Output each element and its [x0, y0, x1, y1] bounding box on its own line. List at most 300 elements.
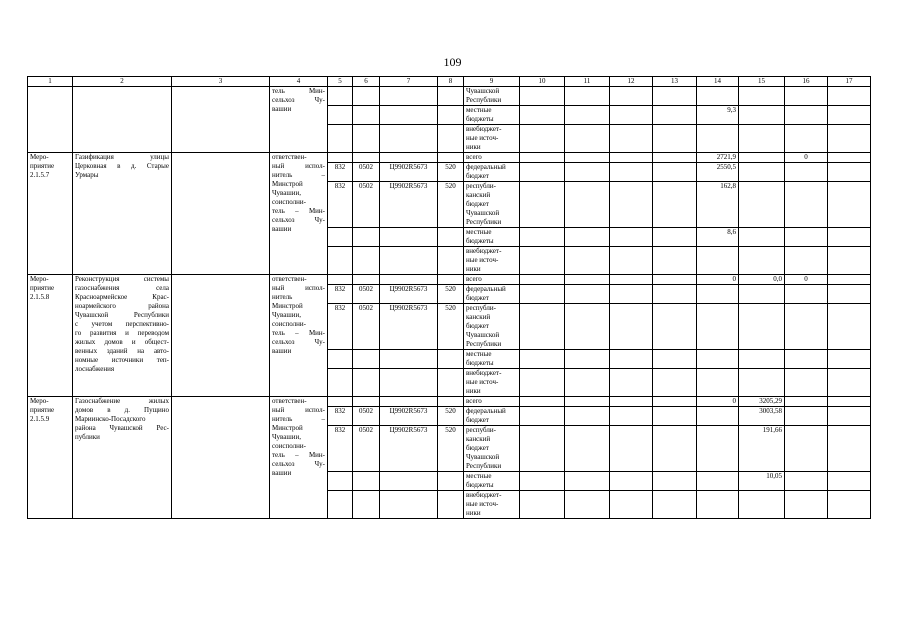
cell-line: Минстрой: [272, 424, 303, 432]
cell-line: приятие: [30, 284, 55, 292]
empty-cell: [828, 182, 871, 228]
expense-type-code: [438, 369, 464, 397]
cell-line: ный испол-: [272, 284, 325, 292]
cell-line: Чувашии,: [272, 433, 302, 441]
empty-cell: [828, 87, 871, 106]
empty-cell: [520, 491, 565, 519]
cell-line: тель – Мин-: [272, 451, 325, 459]
empty-cell: [653, 397, 697, 407]
expense-type-code: 520: [438, 163, 464, 182]
value-col15: [739, 228, 785, 247]
column-header: 10: [520, 77, 565, 87]
empty-cell: [610, 275, 653, 285]
empty-cell: [565, 125, 610, 153]
cell-line: бюджет: [466, 172, 489, 180]
empty-cell: [610, 125, 653, 153]
cell-line: Урмары: [75, 171, 99, 179]
empty-cell: [520, 125, 565, 153]
cell-line: бюджет: [466, 294, 489, 302]
value-col15: 10,05: [739, 472, 785, 491]
target-article-code: [380, 228, 438, 247]
measure-name: [73, 275, 172, 397]
target-article-code: [380, 397, 438, 407]
cell-line: внебюджет-: [466, 247, 502, 255]
cell-line: нитель –: [272, 415, 325, 423]
value-col16: [785, 182, 828, 228]
cell-line: сельхоз Чу-: [272, 216, 325, 224]
cell-line: бюджеты: [466, 115, 494, 123]
column-header: 7: [380, 77, 438, 87]
expense-type-code: [438, 491, 464, 519]
empty-cell: [565, 426, 610, 472]
funding-source: [464, 247, 520, 275]
empty-cell: [610, 106, 653, 125]
cell-line: республи-: [466, 304, 496, 312]
empty-cell: [565, 397, 610, 407]
value-col15: [739, 182, 785, 228]
cell-line: Минстрой: [272, 180, 303, 188]
grbs-code: [328, 369, 353, 397]
empty-cell: [653, 491, 697, 519]
cell-line: ные источ-: [466, 378, 499, 386]
empty-cell: [610, 350, 653, 369]
value-col16: [785, 397, 828, 407]
table-row: [28, 275, 871, 285]
cell-line: соисполни-: [272, 198, 306, 206]
continued-executor: [270, 87, 328, 153]
value-col16: [785, 426, 828, 472]
empty-cell: [653, 350, 697, 369]
empty-cell: [828, 369, 871, 397]
cell-line: ный испол-: [272, 162, 325, 170]
expense-type-code: [438, 247, 464, 275]
expense-type-code: [438, 397, 464, 407]
section-code: [353, 247, 380, 275]
column-header: 9: [464, 77, 520, 87]
empty-cell: [739, 87, 785, 106]
empty-cell: [653, 407, 697, 426]
value-col16: [785, 350, 828, 369]
cell-line: местные: [466, 228, 492, 236]
column-header: 1: [28, 77, 73, 87]
cell-line: Республики: [466, 218, 502, 226]
empty-cell: [653, 106, 697, 125]
empty-cell: [828, 350, 871, 369]
section-code: 0502: [353, 407, 380, 426]
empty-cell: [565, 153, 610, 163]
cell-line: Чувашской: [466, 453, 500, 461]
empty-cell: [520, 397, 565, 407]
empty-cell: [520, 106, 565, 125]
value-col15: 3205,29: [739, 397, 785, 407]
empty-cell: [520, 163, 565, 182]
column-header: 6: [353, 77, 380, 87]
value-col15: [739, 163, 785, 182]
empty-cell: [380, 87, 438, 106]
empty-cell: [565, 275, 610, 285]
value-col16: 0: [785, 275, 828, 285]
empty-cell: [353, 106, 380, 125]
cell-line: всего: [466, 153, 482, 161]
grbs-code: [328, 247, 353, 275]
section-code: 0502: [353, 426, 380, 472]
value-col15: 191,66: [739, 426, 785, 472]
value-col14: 2721,9: [697, 153, 739, 163]
empty-cell: [610, 304, 653, 350]
value-col14: 9,3: [697, 106, 739, 125]
empty-cell: [653, 285, 697, 304]
table-row: [28, 87, 871, 106]
empty-cell: [610, 407, 653, 426]
section-code: 0502: [353, 304, 380, 350]
cell-line: федеральный: [466, 285, 506, 293]
empty-cell: [610, 369, 653, 397]
section-code: [353, 472, 380, 491]
continued-col1: [28, 87, 73, 153]
empty-cell: [353, 87, 380, 106]
cell-line: ные источ-: [466, 134, 499, 142]
funding-source: [464, 491, 520, 519]
cell-line: го развития и переводом: [75, 329, 169, 337]
expense-type-code: [438, 153, 464, 163]
target-article-code: [380, 275, 438, 285]
empty-cell: [739, 125, 785, 153]
cell-line: республи-: [466, 426, 496, 434]
cell-line: вашии: [272, 469, 292, 477]
cell-line: местные: [466, 350, 492, 358]
cell-line: жилых домов и общест-: [75, 338, 169, 346]
cell-line: Церковная в д. Старые: [75, 162, 169, 170]
value-col16: [785, 163, 828, 182]
section-code: 0502: [353, 182, 380, 228]
empty-cell: [653, 369, 697, 397]
cell-line: канский: [466, 313, 491, 321]
column-header: 8: [438, 77, 464, 87]
cell-line: всего: [466, 397, 482, 405]
cell-line: соисполни-: [272, 442, 306, 450]
value-col15: 3003,58: [739, 407, 785, 426]
expense-type-code: [438, 228, 464, 247]
column-header: 13: [653, 77, 697, 87]
cell-line: Республики: [466, 462, 502, 470]
header-row: [28, 77, 871, 87]
empty-cell: [438, 87, 464, 106]
measure-id: [28, 397, 73, 519]
funding-source: [464, 182, 520, 228]
column-header: 16: [785, 77, 828, 87]
empty-cell: [520, 182, 565, 228]
target-article-code: Ц9902R5673: [380, 163, 438, 182]
cell-line: бюджет: [466, 322, 489, 330]
empty-cell: [565, 247, 610, 275]
grbs-code: [328, 350, 353, 369]
section-code: [353, 275, 380, 285]
empty-cell: [653, 304, 697, 350]
section-code: [353, 369, 380, 397]
value-col14: 8,6: [697, 228, 739, 247]
value-col14: [697, 125, 739, 153]
column-header: 15: [739, 77, 785, 87]
expense-type-code: 520: [438, 182, 464, 228]
cell-line: ные источ-: [466, 500, 499, 508]
empty-cell: [828, 491, 871, 519]
cell-line: бюджет: [466, 444, 489, 452]
empty-cell: [520, 426, 565, 472]
funding-source: [464, 369, 520, 397]
cell-line: вашии: [272, 347, 292, 355]
empty-cell: [380, 125, 438, 153]
target-article-code: [380, 369, 438, 397]
cell-line: Газификация улицы: [75, 153, 169, 161]
empty-cell: [610, 491, 653, 519]
grbs-code: [328, 472, 353, 491]
empty-cell: [610, 397, 653, 407]
value-col16: [785, 285, 828, 304]
value-col16: [785, 472, 828, 491]
cell-line: ники: [466, 509, 481, 517]
value-col16: [785, 407, 828, 426]
funding-source: [464, 426, 520, 472]
empty-cell: [653, 182, 697, 228]
cell-line: ответствен-: [272, 397, 307, 405]
continued-col3: [172, 87, 270, 153]
cell-line: ники: [466, 143, 481, 151]
cell-line: сельхоз Чу-: [272, 338, 325, 346]
empty-cell: [565, 407, 610, 426]
value-col16: [785, 491, 828, 519]
value-col15: [739, 350, 785, 369]
empty-cell: [785, 106, 828, 125]
section-code: 0502: [353, 285, 380, 304]
cell-line: местные: [466, 106, 492, 114]
grbs-code: [328, 228, 353, 247]
empty-cell: [565, 87, 610, 106]
funding-source: [464, 285, 520, 304]
empty-cell: [610, 163, 653, 182]
empty-cell: [565, 285, 610, 304]
cell-line: Мариинско-Посадского: [75, 415, 146, 423]
empty-cell: [565, 472, 610, 491]
empty-cell: [328, 87, 353, 106]
value-col14: [697, 247, 739, 275]
cell-line: внебюджет-: [466, 369, 502, 377]
value-col15: [739, 304, 785, 350]
empty-cell: [610, 472, 653, 491]
empty-cell: [520, 87, 565, 106]
continued-col2: [73, 87, 172, 153]
grbs-code: 832: [328, 163, 353, 182]
empty-cell: [520, 350, 565, 369]
measure-col3: [172, 275, 270, 397]
empty-cell: [520, 304, 565, 350]
cell-line: бюджеты: [466, 237, 494, 245]
cell-line: номные источники теп-: [75, 356, 169, 364]
measure-executor: [270, 397, 328, 519]
cell-line: Красноармейское Крас-: [75, 293, 169, 301]
cell-line: бюджет: [466, 416, 489, 424]
empty-cell: [653, 228, 697, 247]
funding-source: [464, 350, 520, 369]
target-article-code: [380, 153, 438, 163]
empty-cell: [565, 369, 610, 397]
empty-cell: [520, 369, 565, 397]
column-header: 5: [328, 77, 353, 87]
empty-cell: [828, 472, 871, 491]
empty-cell: [653, 153, 697, 163]
cell-line: Республики: [466, 96, 502, 104]
cell-line: венных зданий на авто-: [75, 347, 169, 355]
empty-cell: [438, 125, 464, 153]
empty-cell: [520, 153, 565, 163]
empty-cell: [785, 125, 828, 153]
empty-cell: [610, 87, 653, 106]
value-col14: [697, 491, 739, 519]
empty-cell: [565, 182, 610, 228]
cell-line: Чувашской: [466, 209, 500, 217]
cell-line: всего: [466, 275, 482, 283]
value-col16: [785, 247, 828, 275]
cell-line: вашии: [272, 225, 292, 233]
empty-cell: [610, 285, 653, 304]
expense-type-code: 520: [438, 304, 464, 350]
cell-line: сельхоз Чу-: [272, 460, 325, 468]
cell-line: ный испол-: [272, 406, 325, 414]
expense-type-code: 520: [438, 426, 464, 472]
table-row: [28, 153, 871, 163]
empty-cell: [610, 182, 653, 228]
funding-source: [464, 407, 520, 426]
expense-type-code: [438, 350, 464, 369]
cell-line: Минстрой: [272, 302, 303, 310]
grbs-code: 832: [328, 182, 353, 228]
cell-line: тель – Мин-: [272, 329, 325, 337]
empty-cell: [653, 163, 697, 182]
empty-cell: [520, 275, 565, 285]
cell-line: Республики: [466, 340, 502, 348]
section-code: 0502: [353, 163, 380, 182]
target-article-code: Ц9902R5673: [380, 426, 438, 472]
value-col16: [785, 304, 828, 350]
cell-line: ответствен-: [272, 275, 307, 283]
cell-line: Чувашской Республики: [75, 311, 169, 319]
value-col14: [697, 369, 739, 397]
cell-line: 2.1.5.9: [30, 415, 50, 423]
cell-line: Меро-: [30, 153, 49, 161]
cell-line: канский: [466, 191, 491, 199]
grbs-code: 832: [328, 304, 353, 350]
cell-line: нитель: [272, 293, 293, 301]
cell-line: соисполни-: [272, 320, 306, 328]
grbs-code: 832: [328, 426, 353, 472]
empty-cell: [380, 106, 438, 125]
cell-line: бюджет: [466, 200, 489, 208]
target-article-code: Ц9902R5673: [380, 182, 438, 228]
funding-source: [464, 163, 520, 182]
empty-cell: [653, 472, 697, 491]
value-col15: [739, 491, 785, 519]
empty-cell: [828, 304, 871, 350]
value-col14: 0: [697, 275, 739, 285]
empty-cell: [653, 247, 697, 275]
empty-cell: [828, 153, 871, 163]
target-article-code: [380, 350, 438, 369]
cell-line: Чувашии,: [272, 311, 302, 319]
column-header: 14: [697, 77, 739, 87]
value-col14: [697, 87, 739, 106]
empty-cell: [610, 247, 653, 275]
cell-line: канский: [466, 435, 491, 443]
cell-line: Меро-: [30, 275, 49, 283]
program-table: [27, 76, 871, 519]
funding-source: [464, 228, 520, 247]
grbs-code: 832: [328, 285, 353, 304]
empty-cell: [828, 407, 871, 426]
measure-executor: [270, 275, 328, 397]
cell-line: приятие: [30, 162, 55, 170]
cell-line: ответствен-: [272, 153, 307, 161]
expense-type-code: 520: [438, 285, 464, 304]
measure-name: [73, 397, 172, 519]
value-col16: 0: [785, 153, 828, 163]
empty-cell: [653, 426, 697, 472]
empty-cell: [520, 285, 565, 304]
grbs-code: 832: [328, 407, 353, 426]
empty-cell: [828, 163, 871, 182]
column-header: 12: [610, 77, 653, 87]
cell-line: приятие: [30, 406, 55, 414]
empty-cell: [610, 426, 653, 472]
cell-line: вашии: [272, 105, 292, 113]
cell-line: Чувашии,: [272, 189, 302, 197]
empty-cell: [828, 228, 871, 247]
funding-source: [464, 472, 520, 491]
cell-line: публики: [75, 433, 100, 441]
cell-line: 2.1.5.8: [30, 293, 50, 301]
column-header: 3: [172, 77, 270, 87]
expense-type-code: 520: [438, 407, 464, 426]
cell-line: федеральный: [466, 163, 506, 171]
cell-line: домов в д. Пущино: [75, 406, 169, 414]
target-article-code: Ц9902R5673: [380, 285, 438, 304]
empty-cell: [328, 125, 353, 153]
empty-cell: [565, 491, 610, 519]
value-col14: [697, 472, 739, 491]
section-code: [353, 397, 380, 407]
value-col15: [739, 153, 785, 163]
empty-cell: [653, 275, 697, 285]
section-code: [353, 350, 380, 369]
section-code: [353, 228, 380, 247]
cell-line: 2.1.5.7: [30, 171, 50, 179]
measure-col3: [172, 153, 270, 275]
empty-cell: [565, 350, 610, 369]
cell-line: ники: [466, 265, 481, 273]
page-number: 109: [443, 55, 462, 69]
cell-line: республи-: [466, 182, 496, 190]
cell-line: внебюджет-: [466, 491, 502, 499]
cell-line: тель – Мин-: [272, 207, 325, 215]
cell-line: ники: [466, 387, 481, 395]
empty-cell: [610, 153, 653, 163]
cell-line: внебюджет-: [466, 125, 502, 133]
empty-cell: [828, 106, 871, 125]
cell-line: района Чувашской Рес-: [75, 424, 169, 432]
empty-cell: [828, 275, 871, 285]
empty-cell: [565, 163, 610, 182]
empty-cell: [739, 106, 785, 125]
column-header: 11: [565, 77, 610, 87]
cell-line: бюджеты: [466, 481, 494, 489]
